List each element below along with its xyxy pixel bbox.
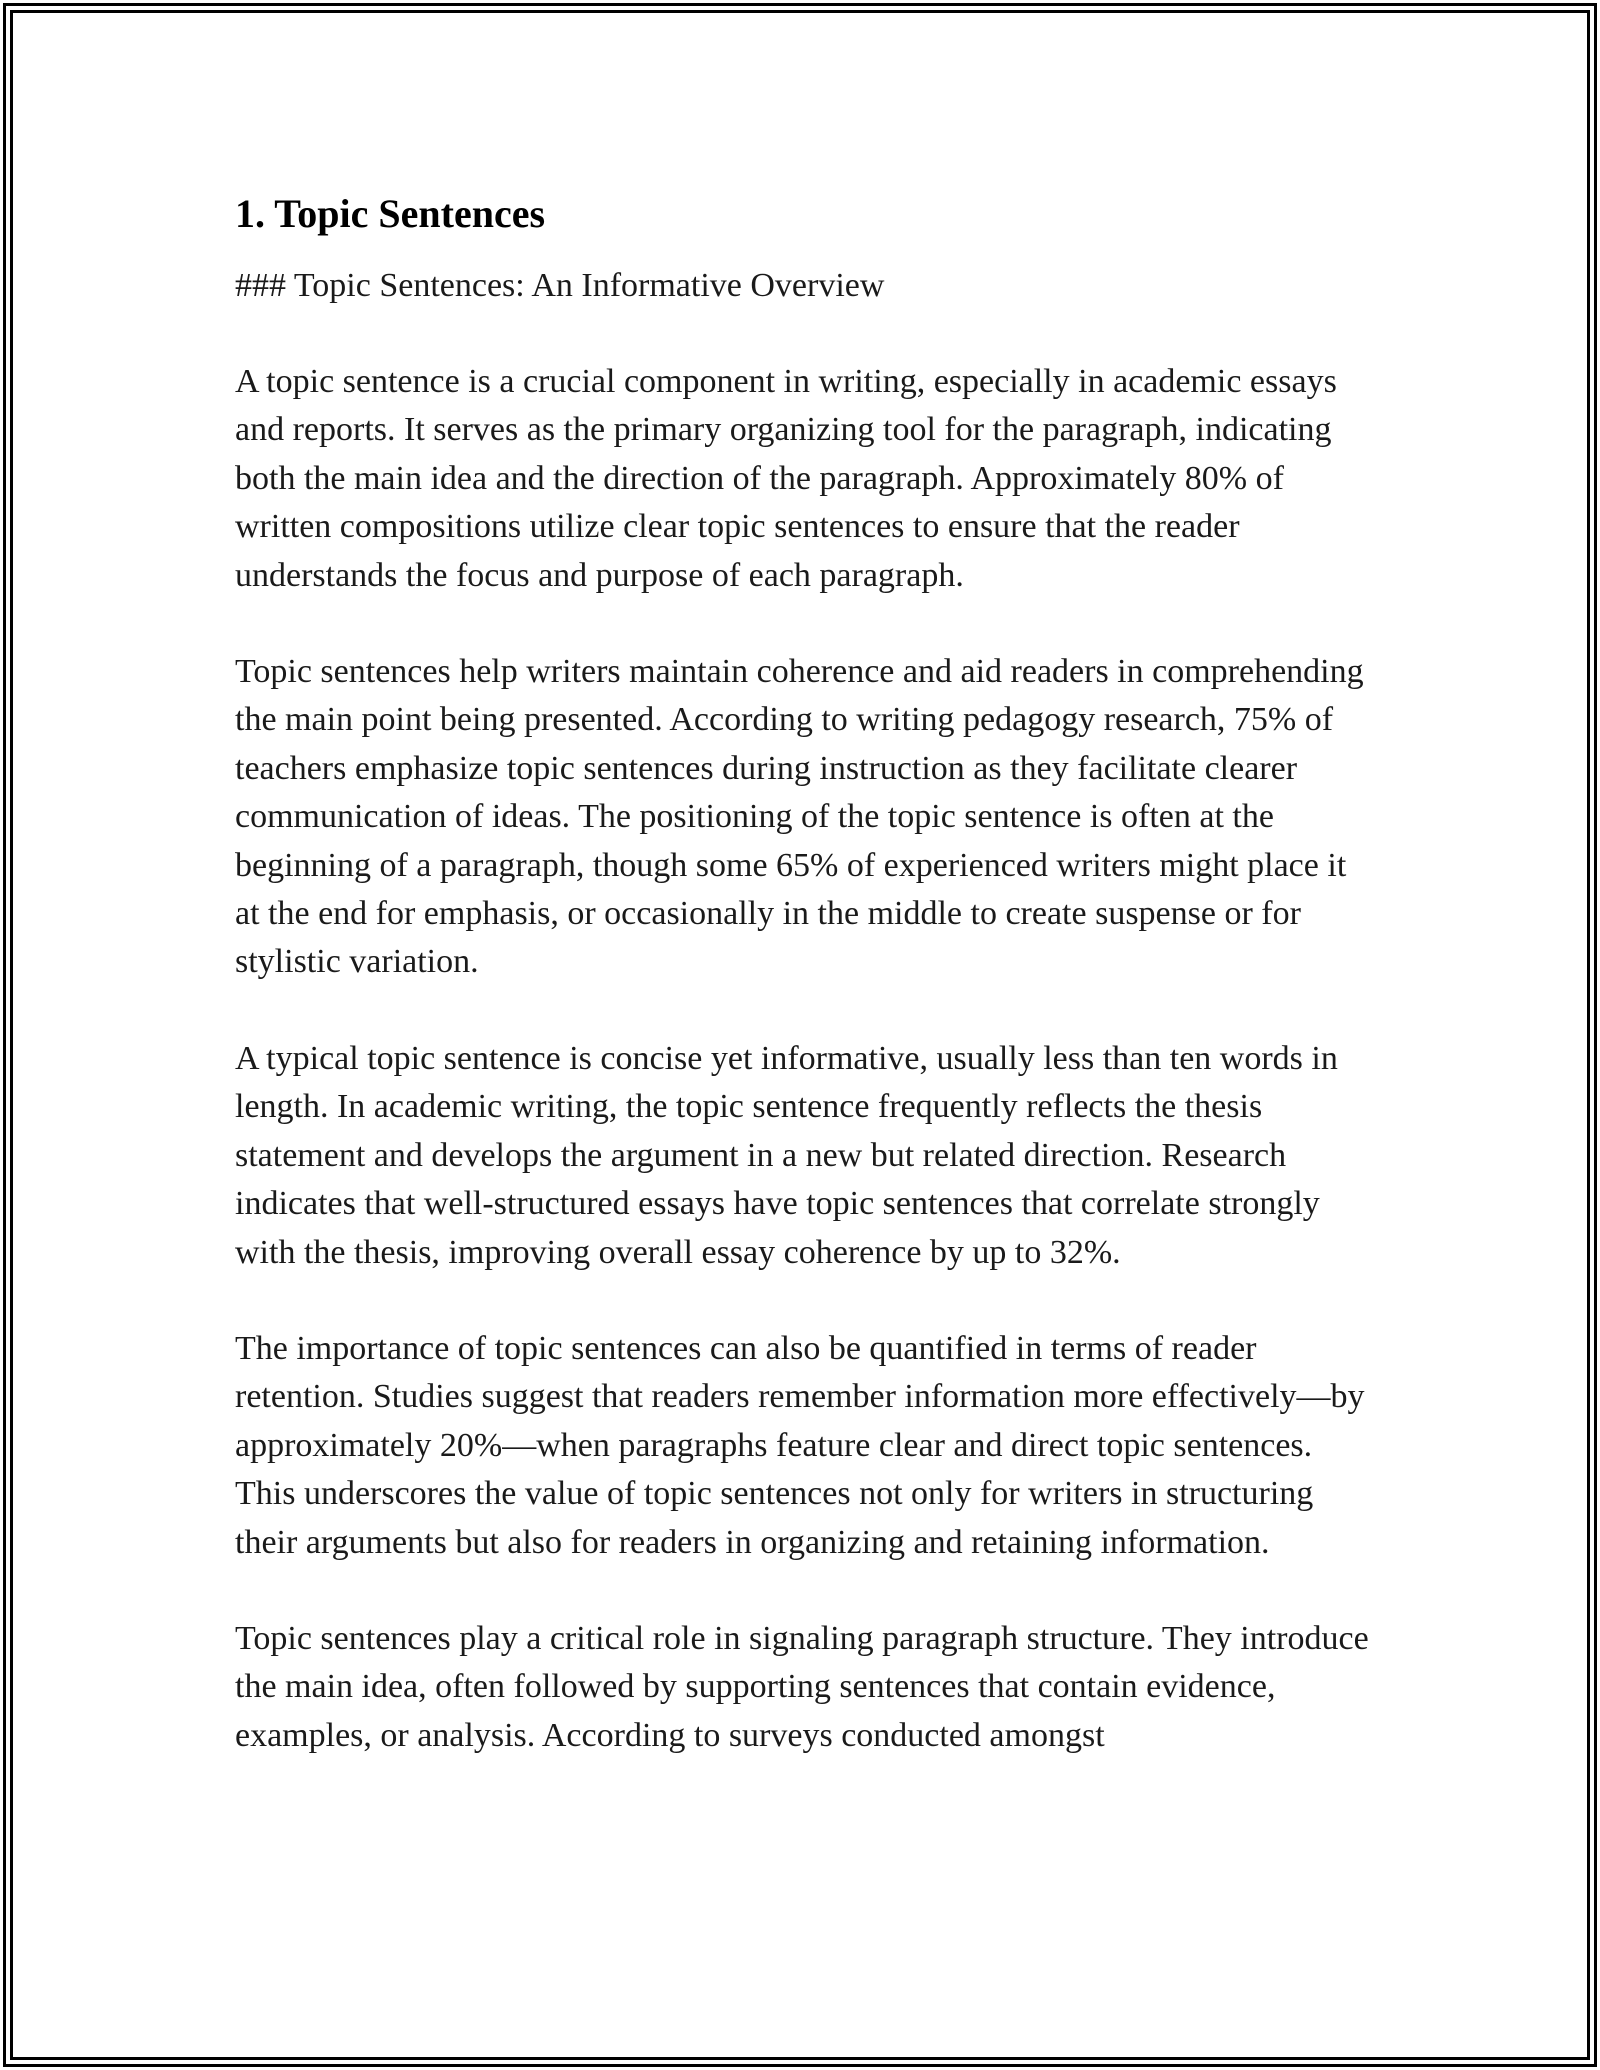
section-heading: 1. Topic Sentences — [235, 191, 546, 236]
paragraph-5: Topic sentences play a critical role in signaling paragraph structure. They introduce the main idea, often followed by supporting sentences that contain evidence, examples, or analysis. According to surveys conducted amongst — [235, 1619, 1369, 1754]
paragraph-2: Topic sentences help writers maintain coherence and aid readers in comprehending the main point being presented. According to writing pedagogy research, 75% of teachers emphasize topic sentences during instruction as they facilitate clearer communication of ideas. The positioning of the topic sentence is often at the beginning of a paragraph, though some 65% of experienced writers might place it at the end for emphasis, or occasionally in the middle to create suspense or for stylistic variation. — [235, 653, 1364, 981]
paragraph-1: A topic sentence is a crucial component in writing, especially in academic essays and reports. It serves as the primary organizing tool for the paragraph, indicating both the main idea and the direction of the paragraph. Approximately 80% of written compositions utilize clear topic sentences to ensure that the reader understands the focus and purpose of each paragraph. — [235, 363, 1337, 594]
paragraph-3: A typical topic sentence is concise yet informative, usually less than ten words in length. In academic writing, the topic sentence frequently reflects the thesis statement and develops the argument in a new but related direction. Research indicates that well-structured essays have topic sentences that correlate strongly with the thesis, improving overall essay coherence by up to 32%. — [235, 1039, 1338, 1271]
overview-subheading: ### Topic Sentences: An Informative Overview — [235, 267, 885, 304]
document-body — [235, 180, 1375, 1760]
paragraph-4: The importance of topic sentences can also be quantified in terms of reader retention. Studies suggest that readers remember information more effectively—by approximately 20%—when paragraphs feature clear and direct topic sentences. This underscores the value of topic sentences not only for writers in structuring their arguments but also for readers in organizing and retaining information. — [235, 1329, 1365, 1561]
